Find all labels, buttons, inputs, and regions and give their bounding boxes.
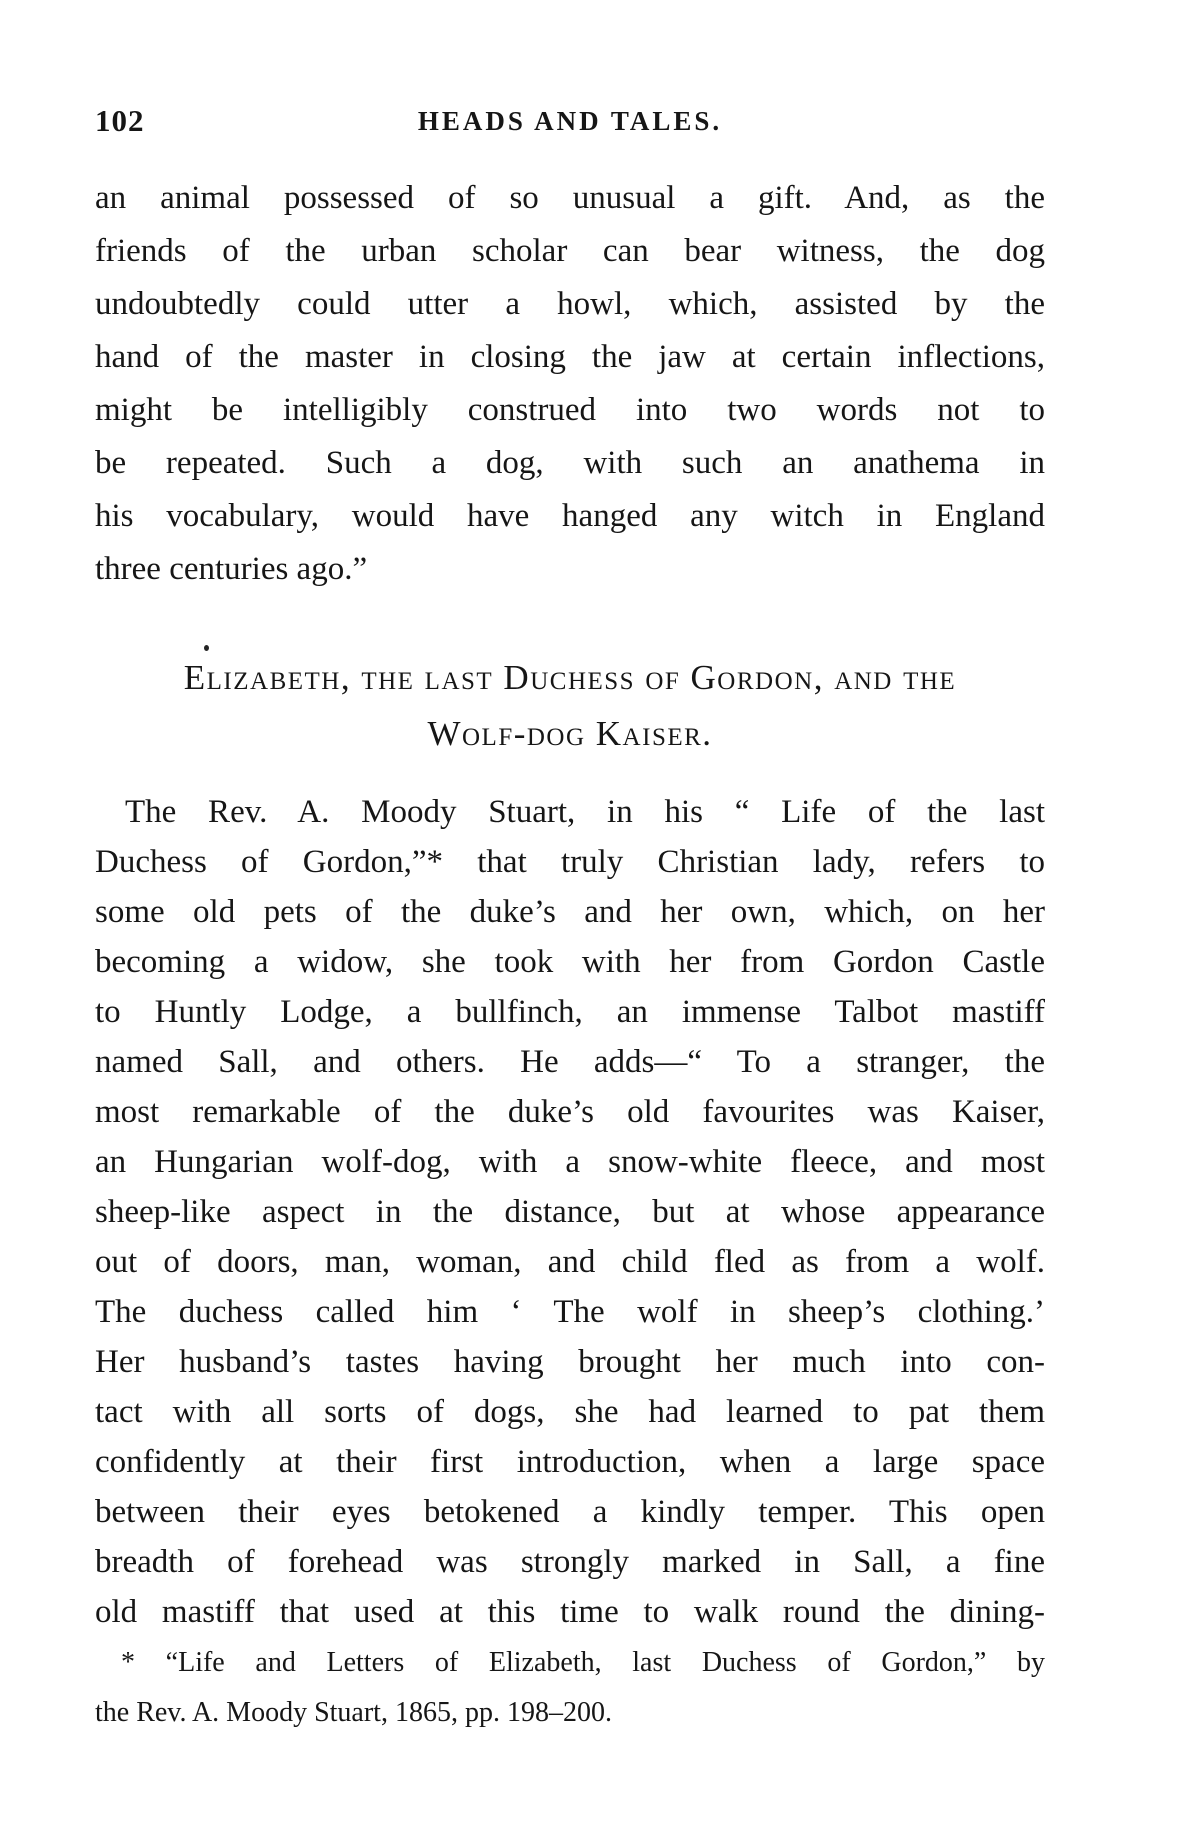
section-heading-line: Wolf-dog Kaiser. [427, 714, 713, 753]
text-line: might be intelligibly construed into two words not to [95, 392, 1045, 428]
text-line: hand of the master in closing the jaw at certain inflections, [95, 339, 1045, 375]
text-line: most remarkable of the duke’s old favourites was Kaiser, [95, 1094, 1045, 1130]
text-line: friends of the urban scholar can bear witness, the dog [95, 233, 1045, 269]
text-line: Her husband’s tastes having brought her much into con- [95, 1344, 1045, 1380]
text-line: The Rev. A. Moody Stuart, in his “ Life of the last [125, 794, 1045, 830]
text-line: tact with all sorts of dogs, she had learned to pat them [95, 1394, 1045, 1430]
page-number: 102 [95, 103, 145, 138]
text-line: some old pets of the duke’s and her own, which, on her [95, 894, 1045, 930]
text-line: sheep-like aspect in the distance, but at whose appearance [95, 1194, 1045, 1230]
footnote-line: * “Life and Letters of Elizabeth, last Duchess of Gordon,” by [121, 1647, 1045, 1678]
text-line: The duchess called him ‘ The wolf in sheep’s clothing.’ [95, 1294, 1045, 1330]
paragraph-continuation [95, 172, 1045, 596]
text-line: confidently at their first introduction, when a large space [95, 1444, 1045, 1480]
text-line: between their eyes betokened a kindly temper. This open [95, 1494, 1045, 1530]
text-line: named Sall, and others. He adds—“ To a stranger, the [95, 1044, 1045, 1080]
running-head: HEADS AND TALES. [417, 106, 723, 136]
text-line: becoming a widow, she took with her from Gordon Castle [95, 944, 1045, 980]
text-line: Duchess of Gordon,”* that truly Christian lady, refers to [95, 844, 1045, 880]
section-heading [95, 650, 1045, 762]
text-line: undoubtedly could utter a howl, which, assisted by the [95, 286, 1045, 322]
page-header [95, 100, 1045, 142]
text-line: old mastiff that used at this time to walk round the dining- [95, 1594, 1045, 1630]
text-line: an Hungarian wolf-dog, with a snow-white fleece, and most [95, 1144, 1045, 1180]
paragraph-main [95, 787, 1045, 1637]
text-line: his vocabulary, would have hanged any witch in England [95, 498, 1045, 534]
text-line: out of doors, man, woman, and child fled as from a wolf. [95, 1244, 1045, 1280]
section-heading-line: Elizabeth, the last Duchess of Gordon, and the [183, 658, 957, 697]
footnote-line: the Rev. A. Moody Stuart, 1865, pp. 198–200. [95, 1697, 612, 1728]
text-line: an animal possessed of so unusual a gift. And, as the [95, 180, 1045, 216]
text-line: be repeated. Such a dog, with such an anathema in [95, 445, 1045, 481]
text-line: three centuries ago.” [95, 551, 368, 587]
text-line: breadth of forehead was strongly marked in Sall, a fine [95, 1544, 1045, 1580]
footnote [95, 1638, 1045, 1738]
text-line: to Huntly Lodge, a bullfinch, an immense Talbot mastiff [95, 994, 1045, 1030]
